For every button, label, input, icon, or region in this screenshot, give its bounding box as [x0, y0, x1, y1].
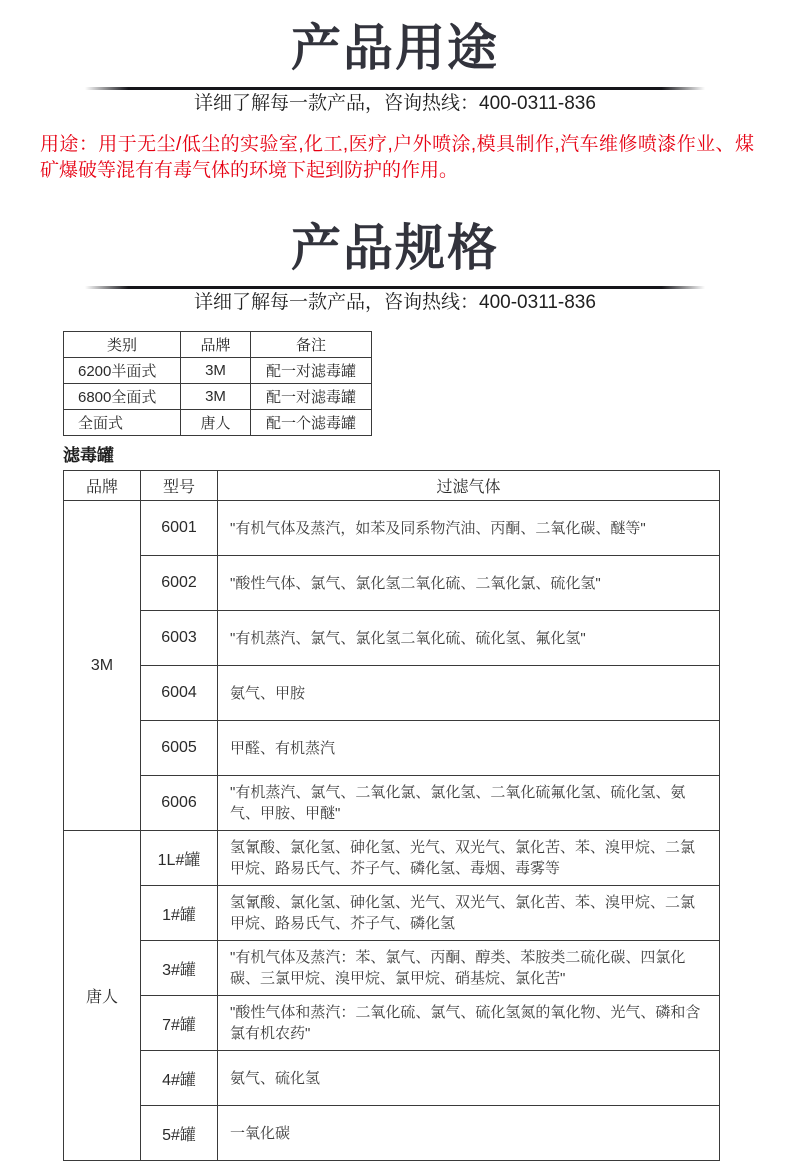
model-cell: 1#罐: [141, 886, 218, 941]
spec-table: [63, 331, 372, 436]
filter-table-row: [64, 721, 720, 776]
filter-table-header-row: [64, 471, 720, 501]
filter-table-row: [64, 666, 720, 721]
model-cell: 6004: [141, 666, 218, 721]
spec-table-cell: 3M: [181, 358, 251, 384]
filter-table-row: [64, 611, 720, 666]
spec-section-subtitle: 详细了解每一款产品，咨询热线：400-0311-836: [194, 292, 596, 313]
spec-table-cell: 全面式: [64, 410, 181, 436]
model-cell: 5#罐: [141, 1106, 218, 1161]
gas-cell: "有机蒸汽、氯气、氯化氢二氧化硫、硫化氢、氟化氢": [218, 611, 720, 666]
model-cell: 6006: [141, 776, 218, 831]
usage-description: 用途：用于无尘/低尘的实验室,化工,医疗,户外喷涂,模具制作,汽车维修喷漆作业、煤矿爆破等混有有毒气体的环境下起到防护的作用。: [40, 134, 754, 181]
filter-table-row: [64, 556, 720, 611]
filter-table-row: [64, 886, 720, 941]
spec-table-row: [64, 384, 372, 410]
model-cell: 6005: [141, 721, 218, 776]
spec-section-title: 产品规格: [291, 220, 499, 276]
filter-header-brand: 品牌: [64, 471, 141, 501]
gas-cell: 氨气、硫化氢: [218, 1051, 720, 1106]
title-underline: [85, 286, 705, 289]
filter-table-row: [64, 1051, 720, 1106]
filter-header-gases: 过滤气体: [218, 471, 720, 501]
spec-header-category: 类别: [64, 332, 181, 358]
gas-cell: 甲醛、有机蒸汽: [218, 721, 720, 776]
filter-table-row: [64, 941, 720, 996]
gas-cell: 氢氰酸、氯化氢、砷化氢、光气、双光气、氯化苦、苯、溴甲烷、二氯甲烷、路易氏气、芥子气、磷化氢、毒烟、毒雾等: [218, 831, 720, 886]
gas-cell: "酸性气体和蒸汽：二氧化硫、氯气、硫化氢氮的氧化物、光气、磷和含氯有机农药": [218, 996, 720, 1051]
model-cell: 1L#罐: [141, 831, 218, 886]
spec-header-brand: 品牌: [181, 332, 251, 358]
filter-table: [63, 470, 720, 1161]
filter-section-heading: 滤毒罐: [63, 446, 114, 465]
spec-table-row: [64, 358, 372, 384]
spec-header-note: 备注: [251, 332, 372, 358]
title-underline: [85, 87, 705, 90]
spec-table-cell: 配一个滤毒罐: [251, 410, 372, 436]
model-cell: 6001: [141, 501, 218, 556]
spec-table-cell: 6200半面式: [64, 358, 181, 384]
brand-cell: 唐人: [64, 831, 141, 1161]
gas-cell: "有机气体及蒸汽：苯、氯气、丙酮、醇类、苯胺类二硫化碳、四氯化碳、三氯甲烷、溴甲烷、氯甲烷、硝基烷、氯化苦": [218, 941, 720, 996]
filter-table-row: [64, 501, 720, 556]
spec-table-cell: 唐人: [181, 410, 251, 436]
model-cell: 3#罐: [141, 941, 218, 996]
spec-table-cell: 配一对滤毒罐: [251, 358, 372, 384]
model-cell: 6002: [141, 556, 218, 611]
gas-cell: "有机蒸汽、氯气、二氧化氯、氯化氢、二氧化硫氟化氢、硫化氢、氨气、甲胺、甲醚": [218, 776, 720, 831]
spec-table-cell: 3M: [181, 384, 251, 410]
gas-cell: 氢氰酸、氯化氢、砷化氢、光气、双光气、氯化苦、苯、溴甲烷、二氯甲烷、路易氏气、芥子气、磷化氢: [218, 886, 720, 941]
model-cell: 6003: [141, 611, 218, 666]
usage-section-subtitle: 详细了解每一款产品，咨询热线：400-0311-836: [194, 93, 596, 114]
gas-cell: 一氧化碳: [218, 1106, 720, 1161]
gas-cell: "有机气体及蒸汽，如苯及同系物汽油、丙酮、二氧化碳、醚等": [218, 501, 720, 556]
filter-table-row: [64, 831, 720, 886]
spec-table-cell: 配一对滤毒罐: [251, 384, 372, 410]
spec-table-row: [64, 410, 372, 436]
filter-table-row: [64, 1106, 720, 1161]
filter-table-row: [64, 996, 720, 1051]
brand-cell: 3M: [64, 501, 141, 831]
model-cell: 4#罐: [141, 1051, 218, 1106]
gas-cell: 氨气、甲胺: [218, 666, 720, 721]
filter-table-row: [64, 776, 720, 831]
model-cell: 7#罐: [141, 996, 218, 1051]
usage-section-title: 产品用途: [291, 20, 499, 76]
filter-header-model: 型号: [141, 471, 218, 501]
spec-table-cell: 6800全面式: [64, 384, 181, 410]
spec-table-header-row: [64, 332, 372, 358]
gas-cell: "酸性气体、氯气、氯化氢二氧化硫、二氧化氯、硫化氢": [218, 556, 720, 611]
